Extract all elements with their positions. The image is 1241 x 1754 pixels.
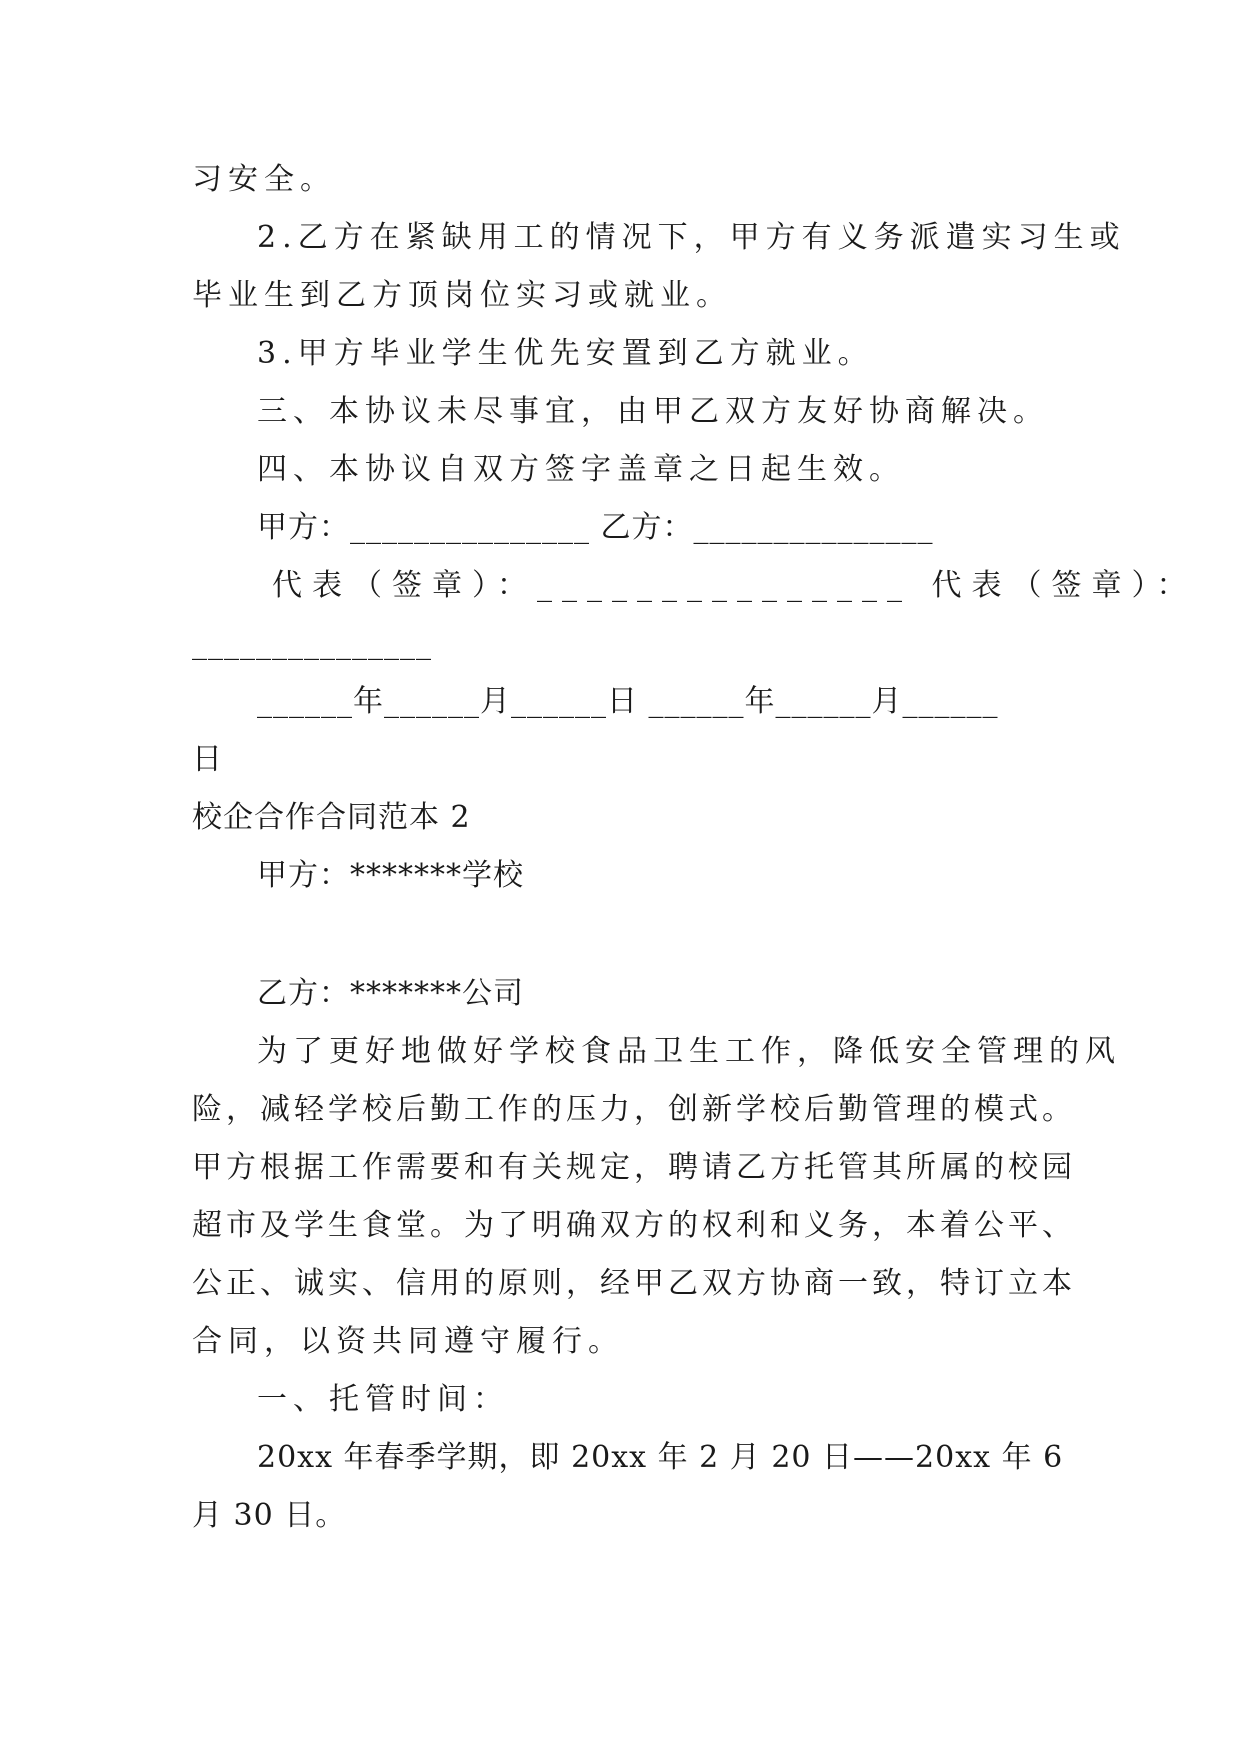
text-line: 月 30 日。 [192, 1498, 347, 1533]
section-title: 校企合作合同范本 2 [192, 800, 471, 835]
signature-party-line: 甲方：_______________ 乙方：_______________ [257, 510, 934, 545]
text-line: 甲方根据工作需要和有关规定，聘请乙方托管其所属的校园 [192, 1150, 1076, 1185]
text-line: 一、托管时间： [257, 1382, 509, 1417]
signature-blank-line: _______________ [192, 626, 432, 661]
text-line: 20xx 年春季学期，即 20xx 年 2 月 20 日——20xx 年 6 [257, 1440, 1064, 1475]
text-line: 四、本协议自双方签字盖章之日起生效。 [257, 452, 905, 487]
text-line: 超市及学生食堂。为了明确双方的权利和义务，本着公平、 [192, 1208, 1076, 1243]
text-line: 毕业生到乙方顶岗位实习或就业。 [192, 278, 732, 313]
text-line: 习安全。 [192, 162, 336, 197]
text-line: 日 [192, 742, 228, 777]
text-line: 2.乙方在紧缺用工的情况下，甲方有义务派遣实习生或 [257, 220, 1126, 255]
party-a-line: 甲方：*******学校 [257, 858, 524, 893]
text-line: 合同，以资共同遵守履行。 [192, 1324, 624, 1359]
date-line: ______年______月______日 ______年______月______ [257, 684, 999, 719]
signature-representative-line: 代表（签章）：_______________ 代表（签章）： [272, 568, 1197, 603]
text-line: 三、本协议未尽事宜，由甲乙双方友好协商解决。 [257, 394, 1049, 429]
party-b-line: 乙方：*******公司 [257, 976, 524, 1011]
text-line: 公正、诚实、信用的原则，经甲乙双方协商一致，特订立本 [192, 1266, 1076, 1301]
text-line: 3.甲方毕业学生优先安置到乙方就业。 [257, 336, 874, 371]
text-line: 险，减轻学校后勤工作的压力，创新学校后勤管理的模式。 [192, 1092, 1076, 1127]
text-line: 为了更好地做好学校食品卫生工作，降低安全管理的风 [257, 1034, 1121, 1069]
